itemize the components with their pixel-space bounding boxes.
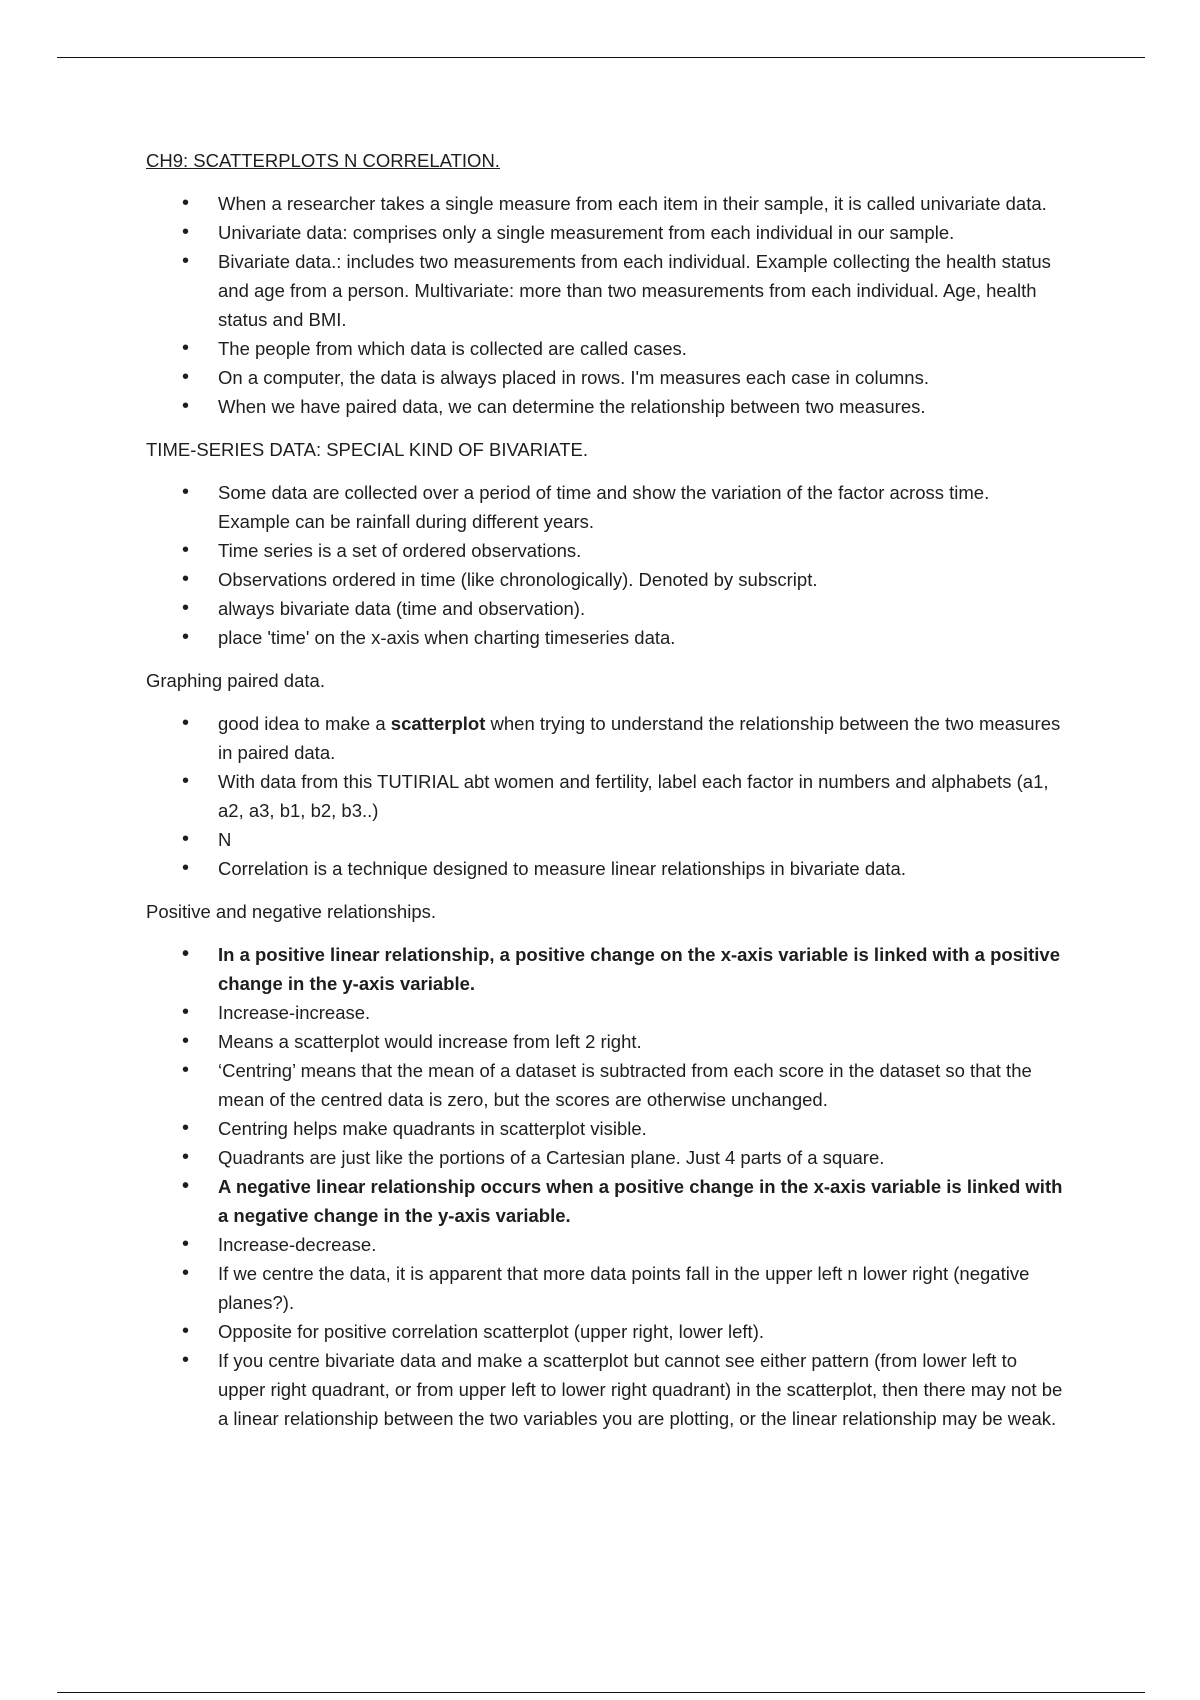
list-item: • Correlation is a technique designed to measure linear relationships in bivariate data. [146, 854, 1066, 883]
footer-rule [57, 1692, 1145, 1693]
section-positive-negative [146, 897, 1066, 1433]
list-item: • When a researcher takes a single measure from each item in their sample, it is called univariate data. [146, 189, 1066, 218]
bullet-list [146, 478, 1066, 652]
section-heading: Graphing paired data. [146, 670, 325, 691]
list-item: • Observations ordered in time (like chronologically). Denoted by subscript. [146, 565, 1066, 594]
list-item: • place 'time' on the x-axis when charting timeseries data. [146, 623, 1066, 652]
list-item: • Univariate data: comprises only a single measurement from each individual in our sample. [146, 218, 1066, 247]
list-item: • In a positive linear relationship, a positive change on the x-axis variable is linked with a positive change in the y-axis variable. [146, 940, 1066, 998]
list-item: • A negative linear relationship occurs when a positive change in the x-axis variable is linked with a negative change in the y-axis variable. [146, 1172, 1066, 1230]
list-item: • On a computer, the data is always placed in rows. I'm measures each case in columns. [146, 363, 1066, 392]
list-item: • Increase-decrease. [146, 1230, 1066, 1259]
list-item: • Some data are collected over a period of time and show the variation of the factor across time. Example can be rainfall during different years. [146, 478, 1066, 536]
section-ch9 [146, 146, 1066, 421]
list-item: • Time series is a set of ordered observations. [146, 536, 1066, 565]
section-heading: TIME-SERIES DATA: SPECIAL KIND OF BIVARIATE. [146, 439, 589, 460]
list-item-text: good idea to make a [218, 713, 391, 734]
bullet-list [146, 709, 1066, 883]
list-item [146, 709, 1066, 767]
list-item: • When we have paired data, we can determine the relationship between two measures. [146, 392, 1066, 421]
list-item: • The people from which data is collected are called cases. [146, 334, 1066, 363]
list-item: • Bivariate data.: includes two measurements from each individual. Example collecting the health status and age from a person. Multivariate: more than two measurements from each individual. Age, health status and BMI. [146, 247, 1066, 334]
list-item: • Centring helps make quadrants in scatterplot visible. [146, 1114, 1066, 1143]
section-time-series [146, 435, 1066, 652]
list-item: • If we centre the data, it is apparent that more data points fall in the upper left n lower right (negative planes?). [146, 1259, 1066, 1317]
section-graphing-paired-data [146, 666, 1066, 883]
list-item: • If you centre bivariate data and make a scatterplot but cannot see either pattern (from lower left to upper right quadrant, or from upper left to lower right quadrant) in the scatterplot, then there may not be a linear relationship between the two variables you are plotting, or the linear relationship may be weak. [146, 1346, 1066, 1433]
section-heading: Positive and negative relationships. [146, 901, 437, 922]
list-item: • Quadrants are just like the portions of a Cartesian plane. Just 4 parts of a square. [146, 1143, 1066, 1172]
list-item: • Increase-increase. [146, 998, 1066, 1027]
document-body [146, 146, 1066, 1447]
list-item: • Means a scatterplot would increase from left 2 right. [146, 1027, 1066, 1056]
bullet-list [146, 189, 1066, 421]
list-item-text: when trying to understand the relationship between the two measures in paired data. [218, 713, 1061, 763]
list-item-bold-term: scatterplot [390, 713, 486, 734]
list-item: • N [146, 825, 1066, 854]
section-heading: CH9: SCATTERPLOTS N CORRELATION. [146, 150, 500, 171]
bullet-list [146, 940, 1066, 1433]
list-item: • always bivariate data (time and observation). [146, 594, 1066, 623]
list-item: • With data from this TUTIRIAL abt women and fertility, label each factor in numbers and alphabets (a1, a2, a3, b1, b2, b3..) [146, 767, 1066, 825]
list-item: • Opposite for positive correlation scatterplot (upper right, lower left). [146, 1317, 1066, 1346]
header-rule [57, 57, 1145, 58]
list-item: • ‘Centring’ means that the mean of a dataset is subtracted from each score in the dataset so that the mean of the centred data is zero, but the scores are otherwise unchanged. [146, 1056, 1066, 1114]
